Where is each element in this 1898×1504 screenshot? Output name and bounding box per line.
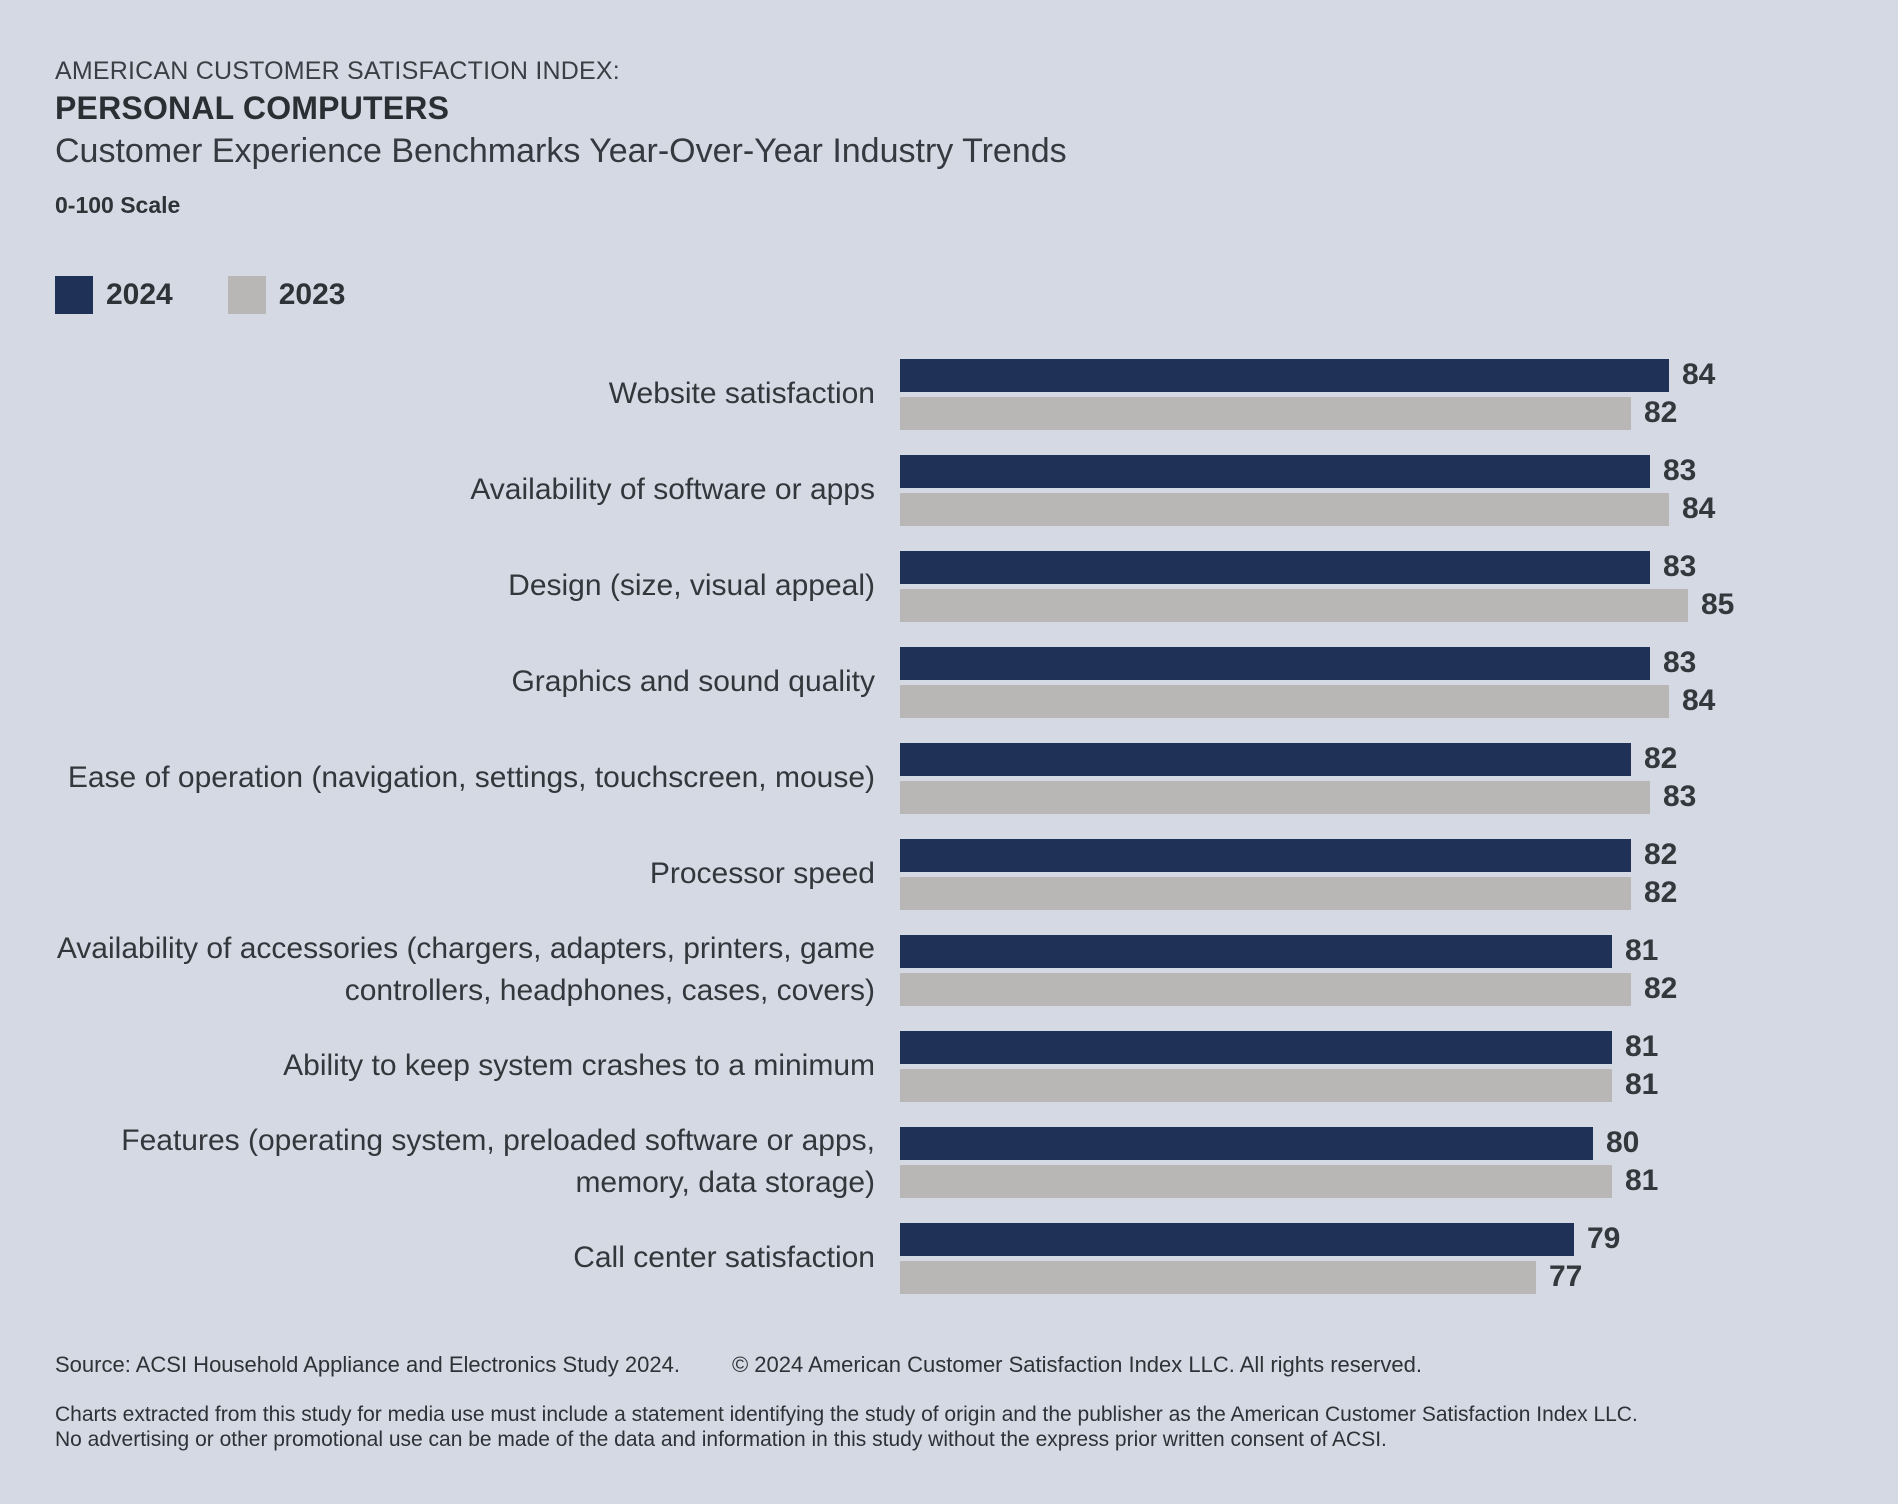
bar-2024 [900,1031,1612,1064]
category-label: Website satisfaction [608,377,875,410]
bar-value-2024: 82 [1644,742,1678,775]
chart-legend [55,276,401,314]
bar-2024 [900,647,1650,680]
bar-line-2024 [900,1223,1898,1256]
chart-row [0,730,1898,826]
chart-row [0,922,1898,1018]
bar-line-2024 [900,743,1898,776]
bar-line-2024 [900,935,1898,968]
bar-group [900,1031,1898,1102]
bar-line-2023 [900,685,1898,718]
bar-line-2024 [900,455,1898,488]
bar-2024 [900,455,1650,488]
bar-line-2023 [900,781,1898,814]
bar-line-2023 [900,877,1898,910]
bar-value-2024: 82 [1644,838,1678,871]
category-label: Availability of software or apps [470,473,875,506]
legend-swatch-2024 [55,276,93,314]
bar-line-2024 [900,647,1898,680]
chart-header [55,54,1067,219]
bar-value-2024: 83 [1663,646,1697,679]
bar-2024 [900,359,1669,392]
scale-note: 0-100 Scale [55,192,181,218]
category-label: Ability to keep system crashes to a minimum [283,1049,875,1082]
category-label: Features (operating system, preloaded software or apps, memory, data storage) [121,1124,875,1199]
bar-group [900,359,1898,430]
bar-2024 [900,551,1650,584]
bar-chart [0,346,1898,1306]
category-label: Processor speed [649,857,875,890]
chart-row [0,346,1898,442]
bar-2023 [900,1165,1612,1198]
bar-line-2024 [900,1127,1898,1160]
bar-value-2024: 81 [1625,1030,1659,1063]
chart-row [0,1114,1898,1210]
bar-2024 [900,839,1631,872]
bar-line-2023 [900,493,1898,526]
legend-label: 2024 [106,278,173,311]
bar-value-2024: 81 [1625,934,1659,967]
bar-line-2024 [900,1031,1898,1064]
bar-2024 [900,1127,1593,1160]
bar-group [900,935,1898,1006]
chart-row [0,1018,1898,1114]
legend-item-2024 [55,276,173,314]
bar-line-2023 [900,973,1898,1006]
bar-line-2024 [900,839,1898,872]
bar-value-2024: 83 [1663,454,1697,487]
usage-note-line1: Charts extracted from this study for media use must include a statement identifying the study of origin and the publisher as the American Customer Satisfaction Index LLC. [55,1403,1638,1426]
bar-value-2024: 83 [1663,550,1697,583]
category-label: Design (size, visual appeal) [508,569,875,602]
bar-line-2023 [900,1165,1898,1198]
source-text: Source: ACSI Household Appliance and Electronics Study 2024. [55,1352,680,1377]
bar-value-2023: 84 [1682,684,1716,717]
legend-label: 2023 [278,278,346,311]
bar-group [900,551,1898,622]
category-label: Graphics and sound quality [511,665,875,698]
chart-footer [55,1352,1845,1452]
bar-2023 [900,685,1669,718]
bar-group [900,839,1898,910]
bar-line-2023 [900,397,1898,430]
bar-2023 [900,1069,1612,1102]
bar-2023 [900,589,1688,622]
eyebrow-text: AMERICAN CUSTOMER SATISFACTION INDEX: [55,57,620,85]
bar-2024 [900,1223,1574,1256]
bar-value-2023: 83 [1663,780,1697,813]
bar-value-2023: 82 [1644,396,1678,429]
chart-row [0,826,1898,922]
bar-group [900,743,1898,814]
bar-value-2023: 82 [1644,876,1678,909]
bar-value-2023: 82 [1644,972,1678,1005]
chart-row [0,1210,1898,1306]
bar-line-2024 [900,551,1898,584]
page-subtitle: Customer Experience Benchmarks Year-Over-Year Industry Trends [55,132,1067,170]
bar-group [900,1223,1898,1294]
bar-group [900,647,1898,718]
category-label: Availability of accessories (chargers, adapters, printers, game controllers, headphones, cases, covers) [56,932,875,1007]
legend-swatch-2023 [228,276,266,314]
bar-value-2023: 81 [1625,1068,1659,1101]
bar-2023 [900,493,1669,526]
chart-row [0,442,1898,538]
category-label: Ease of operation (navigation, settings, touchscreen, mouse) [67,761,875,794]
bar-value-2023: 85 [1701,588,1735,621]
category-label: Call center satisfaction [573,1241,875,1274]
legend-item-2023 [228,276,346,314]
bar-value-2023: 84 [1682,492,1716,525]
bar-line-2023 [900,589,1898,622]
bar-2023 [900,973,1631,1006]
bar-line-2023 [900,1069,1898,1102]
usage-note-line2: No advertising or other promotional use can be made of the data and information in this study without the express prior written consent of ACSI. [55,1428,1387,1451]
chart-row [0,634,1898,730]
bar-group [900,1127,1898,1198]
bar-2023 [900,397,1631,430]
bar-line-2023 [900,1261,1898,1294]
bar-line-2024 [900,359,1898,392]
copyright-text: © 2024 American Customer Satisfaction Index LLC. All rights reserved. [731,1352,1422,1377]
bar-value-2024: 79 [1587,1222,1621,1255]
bar-value-2023: 81 [1625,1164,1659,1197]
chart-row [0,538,1898,634]
bar-value-2024: 80 [1606,1126,1640,1159]
bar-value-2023: 77 [1549,1260,1583,1293]
bar-2024 [900,935,1612,968]
bar-2024 [900,743,1631,776]
page-title: PERSONAL COMPUTERS [55,90,450,126]
bar-2023 [900,1261,1536,1294]
bar-group [900,455,1898,526]
bar-value-2024: 84 [1682,358,1716,391]
bar-2023 [900,781,1650,814]
bar-2023 [900,877,1631,910]
